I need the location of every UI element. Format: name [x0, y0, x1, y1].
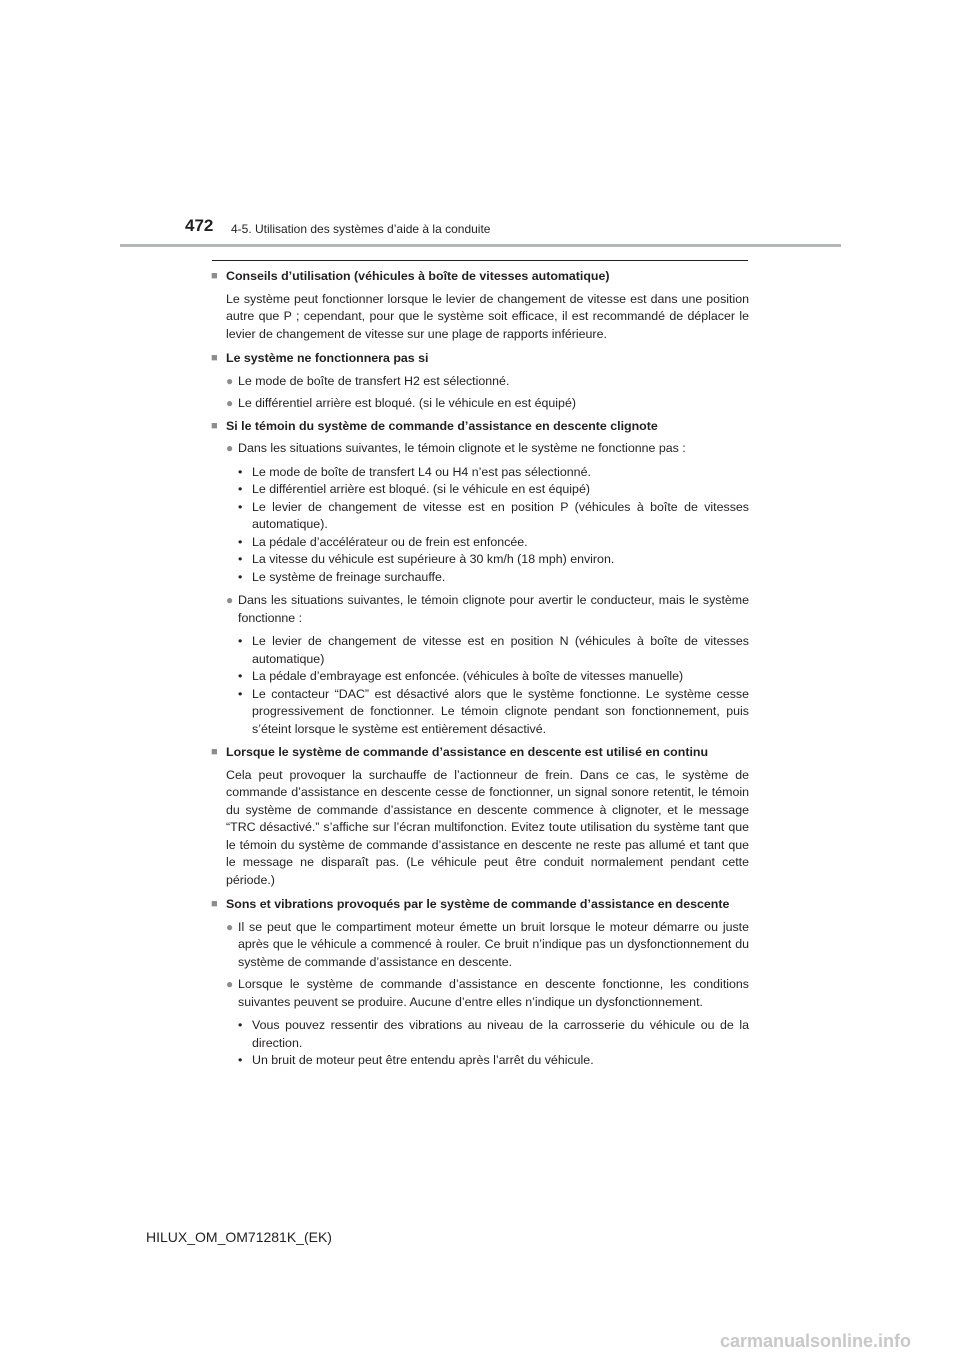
- page-number: 472: [185, 216, 214, 235]
- list-item: ● Le mode de boîte de transfert H2 est sélectionné.: [226, 373, 749, 391]
- dot-bullet-icon: •: [238, 499, 243, 514]
- square-bullet-icon: ■: [211, 352, 218, 364]
- sub-list-item: • Le contacteur “DAC” est désactivé alors que le système fonctionne. Le système cesse progressivement de fonctionner. Le témoin clignote pendant son fonctionnement, puis s’éteint lorsque le système est entièrement désactivé.: [238, 686, 749, 739]
- circle-bullet-icon: ●: [226, 441, 234, 455]
- circle-bullet-icon: ●: [226, 373, 234, 388]
- content-rule: [212, 260, 748, 261]
- sub-list-item: • La pédale d’embrayage est enfoncée. (véhicules à boîte de vitesses manuelle): [238, 668, 749, 686]
- content: [211, 268, 749, 1076]
- sub-list: [238, 633, 749, 738]
- dot-bullet-icon: •: [238, 534, 243, 549]
- square-bullet-icon: ■: [211, 898, 218, 910]
- circle-bullet-icon: ●: [226, 396, 234, 410]
- section-heading: ■ Sons et vibrations provoqués par le système de commande d’assistance en descente: [211, 896, 749, 914]
- dot-bullet-icon: •: [238, 482, 243, 496]
- dot-bullet-icon: •: [238, 552, 243, 566]
- sub-list-item: • Le différentiel arrière est bloqué. (si le véhicule en est équipé): [238, 481, 749, 499]
- dot-bullet-icon: •: [238, 669, 243, 683]
- sub-list-item: • Un bruit de moteur peut être entendu après l’arrêt du véhicule.: [238, 1052, 749, 1070]
- paragraph: Cela peut provoquer la surchauffe de l’actionneur de frein. Dans ce cas, le système de commande d’assistance en descente cesse de fonctionner, un signal sonore retentit, le témoin du système de commande d’assistance en descente commence à clignoter, et le message “TRC désactivé.” s’affiche sur l’écran multifonction. Evitez toute utilisation du système tant que le témoin du système de commande d’assistance en descente ne reste pas allumé et tant que le message ne disparaît pas. (Le véhicule peut être conduit normalement pendant cette période.): [226, 767, 749, 887]
- square-bullet-icon: ■: [211, 746, 218, 758]
- dot-bullet-icon: •: [238, 464, 243, 479]
- list-item: ● Le différentiel arrière est bloqué. (si le véhicule en est équipé): [226, 395, 749, 413]
- paragraph: Le système peut fonctionner lorsque le levier de changement de vitesse est dans une position autre que P ; cependant, pour que le système soit efficace, il est recommandé de déplacer le levier de changement de vitesse sur une plage de rapports inférieure.: [226, 291, 749, 341]
- section-title: 4-5. Utilisation des systèmes d’aide à la conduite: [231, 222, 491, 236]
- dot-bullet-icon: •: [238, 1053, 243, 1067]
- sub-list-item: • La vitesse du véhicule est supérieure à 30 km/h (18 mph) environ.: [238, 551, 749, 569]
- dot-bullet-icon: •: [238, 1018, 243, 1032]
- list-item: ● Lorsque le système de commande d’assistance en descente fonctionne, les conditions suivantes peuvent se produire. Aucune d’entre elles n’indique un dysfonctionnement.: [226, 976, 749, 1011]
- circle-bullet-icon: ●: [226, 919, 234, 934]
- dot-bullet-icon: •: [238, 569, 243, 584]
- section-heading: ■ Le système ne fonctionnera pas si: [211, 350, 749, 368]
- watermark: carmanualsonline.info: [720, 1331, 912, 1351]
- list-item: ● Dans les situations suivantes, le témoin clignote pour avertir le conducteur, mais le système fonctionne :: [226, 592, 749, 627]
- sub-list: [238, 1017, 749, 1070]
- list-item: ● Il se peut que le compartiment moteur émette un bruit lorsque le moteur démarre ou juste après que le véhicule a commencé à rouler. Ce bruit n’indique pas un dysfonctionnement du système de commande d’assistance en descente.: [226, 919, 749, 972]
- footer-code: HILUX_OM_OM71281K_(EK): [146, 1229, 332, 1245]
- dot-bullet-icon: •: [238, 634, 243, 648]
- square-bullet-icon: ■: [211, 270, 218, 282]
- circle-bullet-icon: ●: [226, 977, 234, 991]
- sub-list-item: • Le système de freinage surchauffe.: [238, 569, 749, 587]
- dot-bullet-icon: •: [238, 686, 243, 701]
- section-heading: ■ Lorsque le système de commande d’assistance en descente est utilisé en continu: [211, 744, 749, 762]
- sub-list: [238, 464, 749, 587]
- sub-list-item: • La pédale d’accélérateur ou de frein est enfoncée.: [238, 534, 749, 552]
- sub-list-item: • Le levier de changement de vitesse est en position N (véhicules à boîte de vitesses automatique): [238, 633, 749, 668]
- circle-bullet-icon: ●: [226, 593, 234, 607]
- sub-list-item: • Vous pouvez ressentir des vibrations au niveau de la carrosserie du véhicule ou de la direction.: [238, 1017, 749, 1052]
- section-heading: ■ Conseils d’utilisation (véhicules à boîte de vitesses automatique): [211, 268, 749, 286]
- sub-list-item: • Le levier de changement de vitesse est en position P (véhicules à boîte de vitesses automatique).: [238, 499, 749, 534]
- square-bullet-icon: ■: [211, 419, 218, 432]
- list-item: ● Dans les situations suivantes, le témoin clignote et le système ne fonctionne pas :: [226, 440, 749, 458]
- section-heading: ■ Si le témoin du système de commande d’assistance en descente clignote: [211, 418, 749, 436]
- header-rule: [120, 244, 841, 247]
- sub-list-item: • Le mode de boîte de transfert L4 ou H4 n’est pas sélectionné.: [238, 464, 749, 482]
